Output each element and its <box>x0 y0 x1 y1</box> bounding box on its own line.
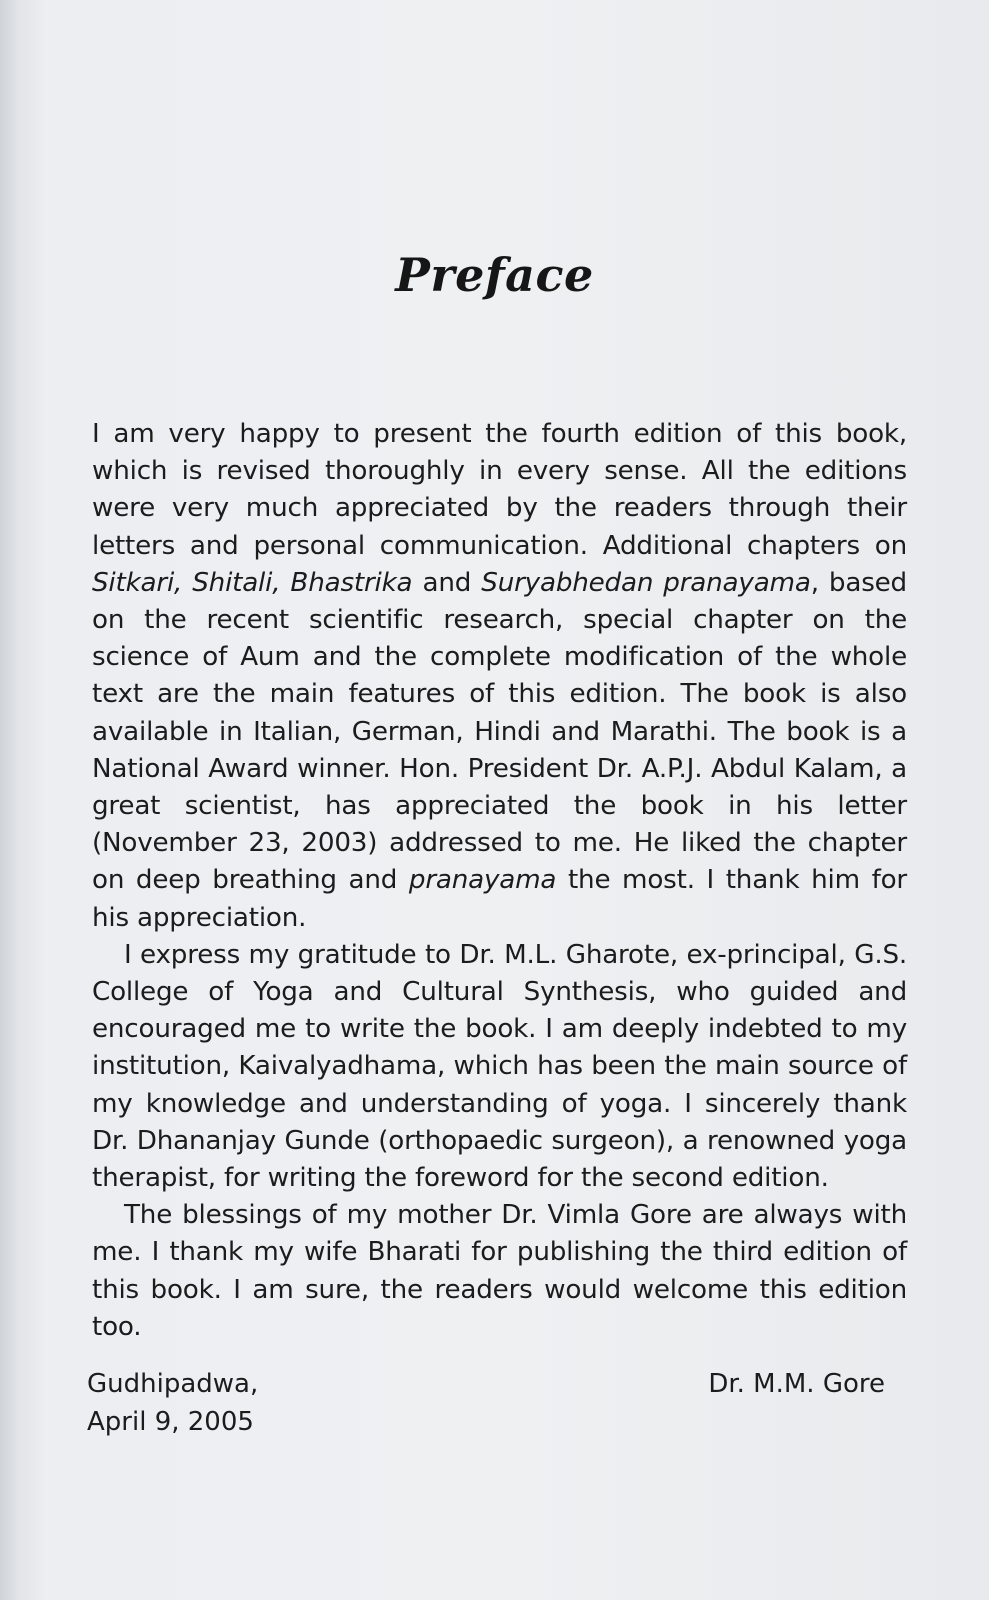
paragraph-1-text-b: and <box>412 567 482 598</box>
preface-body <box>92 416 907 1346</box>
paragraph-3: The blessings of my mother Dr. Vimla Gore are always with me. I thank my wife Bharati for publishing the third edition of this book. I am sure, the readers would welcome this edition too. <box>92 1200 907 1342</box>
signature-place: Gudhipadwa, <box>87 1369 259 1399</box>
paragraph-2: I express my gratitude to Dr. M.L. Gharote, ex-principal, G.S. College of Yoga and Cultural Synthesis, who guided and encouraged me to write the book. I am deeply indebted to my institution, Kaivalyadhama, which has been the main source of my knowledge and understanding of yoga. I sincerely thank Dr. Dhananjay Gunde (orthopaedic surgeon), a renowned yoga therapist, for writing the foreword for the second edition. <box>92 939 907 1194</box>
page-title: Preface <box>395 248 594 302</box>
signature-place-date <box>87 1365 258 1441</box>
signature-date: April 9, 2005 <box>87 1407 254 1437</box>
paragraph-1 <box>92 416 907 937</box>
paragraph-1-text-a: I am very happy to present the fourth edition of this book, which is revised thoroughly in every sense. All the editions were very much appreciated by the readers through their letters and personal communication. Additional chapters on <box>92 419 907 561</box>
paragraph-1-italic-c: pranayama <box>408 865 557 896</box>
signature-author: Dr. M.M. Gore <box>708 1369 885 1399</box>
paragraph-1-italic-a: Sitkari, Shitali, Bhastrika <box>92 567 413 598</box>
paragraph-1-italic-b: Suryabhedan pranayama <box>481 567 811 598</box>
paragraph-1-text-c: , based on the recent scientific research, special chapter on the science of Aum and the complete modification of the whole text are the main features of this edition. The book is also available in Italian, German, Hindi and Marathi. The book is a National Award winner. Hon. President Dr. A.P.J. Abdul Kalam, a great scientist, has appreciated the book in his letter (November 23, 2003) addressed to me. He liked the chapter on deep breathing and <box>92 567 907 896</box>
paragraph-1-text-d: the most. I thank him for his appreciation. <box>92 865 908 933</box>
